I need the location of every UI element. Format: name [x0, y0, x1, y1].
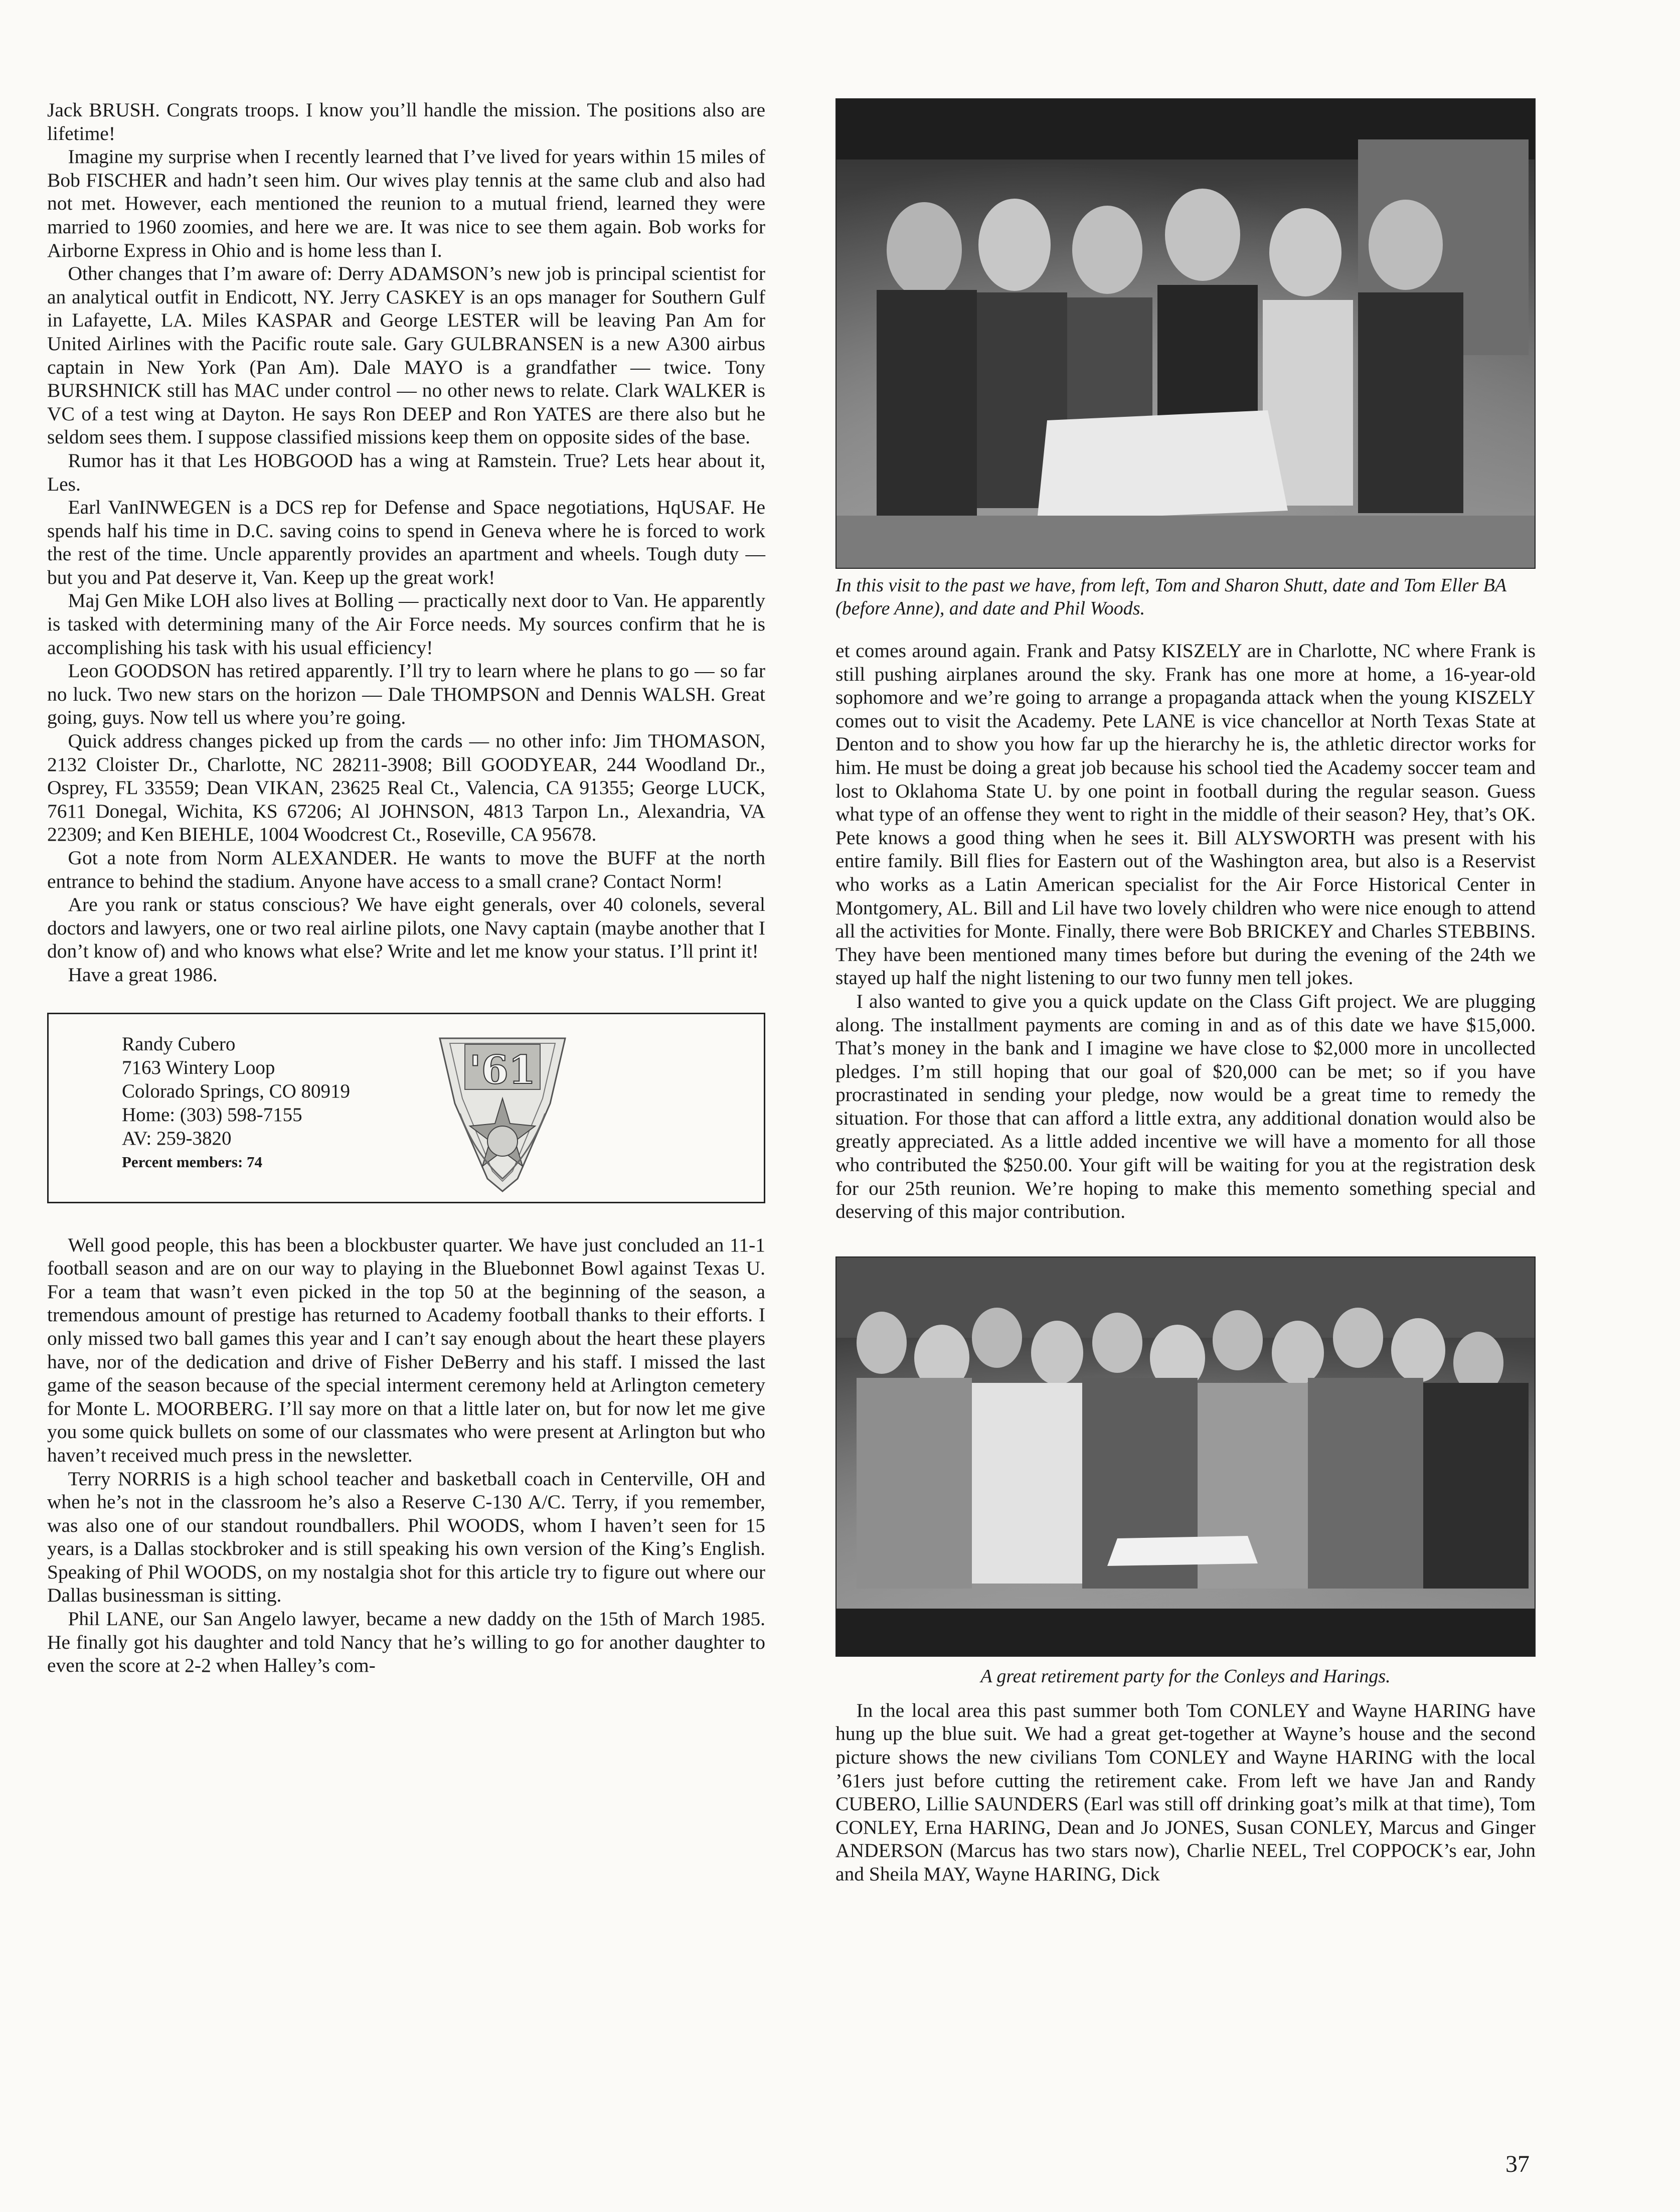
- paragraph: Terry NORRIS is a high school teacher and basketball coach in Centerville, OH and when he’s not in the classroom he’s also a Reserve C-130 A/C. Terry, if you remember, was also one of our standout roundballers. Phil WOODS, whom I haven’t seen for 15 years, is a Dallas stockbroker and is still speaking his own version of the King’s English. Speaking of Phil WOODS, on my nostalgia shot for this article try to figure out where our Dallas businessman is sitting.: [47, 1467, 765, 1607]
- address-lines: [122, 1032, 350, 1174]
- street-address: 7163 Wintery Loop: [122, 1056, 275, 1078]
- paragraph: Maj Gen Mike LOH also lives at Bolling — practically next door to Van. He apparently is tasked with determining many of the Air Force needs. My sources confirm that he is accomplishing his task with his usual efficiency!: [47, 589, 765, 659]
- paragraph: et comes around again. Frank and Patsy KISZELY are in Charlotte, NC where Frank is still pushing airplanes around the sky. Frank has one more at home, a 16-year-old sophomore and we’re going to arrange a propaganda attack when the young KISZELY comes out to visit the Academy. Pete LANE is vice chancellor at North Texas State at Denton and to show you how far up the hierarchy he is, the athletic director works for him. He must be doing a great job because his school tied the Academy soccer team and lost to Oklahoma State U. by one point in football during the regular season. Guess what type of an offense they went to right in the middle of their season? Hey, that’s OK. Pete knows a good thing when he sees it. Bill ALYSWORTH was present with his entire family. Bill flies for Eastern out of the Washington area, but also is a Reservist who works as a Latin American specialist for the Air Force Historical Center in Montgomery, AL. Bill and Lil have two lovely children who were nice enough to attend all the activities for Monte. Finally, there were Bob BRICKEY and Charles STEBBINS. They have been mentioned many times before but during the evening of the 24th we stayed up half the night listening to our two funny men tell jokes.: [835, 640, 1536, 989]
- av-phone: AV: 259-3820: [122, 1127, 232, 1149]
- crest-number: '61: [469, 1047, 536, 1093]
- paragraph: Phil LANE, our San Angelo lawyer, became a new daddy on the 15th of March 1985. He finally got his daughter and told Nancy that he’s willing to go for another daughter to even the score at 2-2 when Halley’s com-: [47, 1608, 765, 1677]
- class-crest-icon: [430, 1028, 575, 1194]
- percent-members: Percent members: 74: [122, 1153, 263, 1171]
- paragraph: Well good people, this has been a blockbuster quarter. We have just concluded an 11-1 football season and are on our way to playing in the Bluebonnet Bowl against Texas U. For a team that wasn’t even picked in the top 50 at the beginning of the season, a tremendous amount of prestige has returned to Academy football thanks to their efforts. I only missed two ball games this year and I can’t say enough about the heart these players have, nor of the dedication and drive of Fisher DeBerry and his staff. I missed the last game of the season because of the special interment ceremony held at Arlington cemetery for Monte L. MOORBERG. I’ll say more on that a little later on, but for now let me give you some quick bullets on some of our classmates who were present at Arlington but who haven’t received much press in the newsletter.: [47, 1233, 765, 1466]
- photo-caption: A great retirement party for the Conleys and Harings.: [980, 1665, 1391, 1687]
- paragraph: Earl VanINWEGEN is a DCS rep for Defense and Space negotiations, HqUSAF. He spends half his time in D.C. saving coins to spend in Geneva where he is forced to work the rest of the time. Uncle apparently provides an apartment and wheels. Tough duty — but you and Pat deserve it, Van. Keep up the great work!: [47, 496, 765, 588]
- right-column: [835, 98, 1536, 1886]
- paragraph: Jack BRUSH. Congrats troops. I know you’ll handle the mission. The positions also are lifetime!: [47, 99, 765, 144]
- paragraph: Quick address changes picked up from the cards — no other info: Jim THOMASON, 2132 Cloister Dr., Charlotte, NC 28211-3908; Bill GOODYEAR, 244 Woodland Dr., Osprey, FL 33559; Dean VIKAN, 23625 Real Ct., Valencia, CA 91355; George LUCK, 7611 Donegal, Wichita, KS 67206; Al JOHNSON, 4813 Tarpon Ln., Alexandria, VA 22309; and Ken BIEHLE, 1004 Woodcrest Ct., Roseville, CA 95678.: [47, 730, 765, 846]
- retirement-party-photo: [835, 1256, 1536, 1657]
- paragraph: Got a note from Norm ALEXANDER. He wants to move the BUFF at the north entrance to behind the stadium. Anyone have access to a small crane? Contact Norm!: [47, 847, 765, 892]
- page-number: 37: [1505, 2151, 1530, 2177]
- paragraph: Imagine my surprise when I recently learned that I’ve lived for years within 15 miles of Bob FISCHER and hadn’t seen him. Our wives play tennis at the same club and also had not met. However, each mentioned the reunion to a mutual friend, learned they were married to 1960 zoomies, and here we are. It was nice to see them again. Bob works for Airborne Express in Ohio and is home less than I.: [47, 145, 765, 261]
- paragraph: Rumor has it that Les HOBGOOD has a wing at Ramstein. True? Lets hear about it, Les.: [47, 449, 765, 495]
- home-phone: Home: (303) 598-7155: [122, 1103, 302, 1126]
- left-column: [47, 98, 765, 1677]
- secretary-name: Randy Cubero: [122, 1033, 236, 1055]
- paragraph: Have a great 1986.: [68, 963, 218, 986]
- paragraph: Are you rank or status conscious? We have eight generals, over 40 colonels, several doctors and lawyers, one or two real airline pilots, one Navy captain (maybe another that I don’t know of) and who knows what else? Write and let me know your status. I’ll print it!: [47, 893, 765, 963]
- paragraph: I also wanted to give you a quick update on the Class Gift project. We are plugging along. The installment payments are coming in and as of this date we have $15,000. That’s money in the bank and I imagine we have close to $2,000 more in uncollected pledges. I’m still hoping that our goal of $20,000 can be met; so if you have procrastinated in sending your pledge, now would be a great time to remedy the situation. For those that can afford a little extra, any additional donation would also be greatly appreciated. As a little added incentive we will have a momento for all those who contributed the $250.00. Your gift will be waiting for you at the registration desk for our 25th reunion. We’re hoping to make this memento something special and deserving of this major contribution.: [835, 990, 1536, 1223]
- class-secretary-address-box: [47, 1013, 765, 1203]
- city-state-zip: Colorado Springs, CO 80919: [122, 1080, 351, 1102]
- photo-caption: In this visit to the past we have, from left, Tom and Sharon Shutt, date and Tom Eller BA (before Anne), and date and Phil Woods.: [835, 575, 1506, 619]
- nostalgia-photo: [835, 98, 1536, 569]
- paragraph: In the local area this past summer both Tom CONLEY and Wayne HARING have hung up the blue suit. We had a great get-together at Wayne’s house and the second picture shows the new civilians Tom CONLEY and Wayne HARING with the local ’61ers just before cutting the retirement cake. From left we have Jan and Randy CUBERO, Lillie SAUNDERS (Earl was still off drinking goat’s milk at that time), Tom CONLEY, Erna HARING, Dean and Jo JONES, Susan CONLEY, Marcus and Ginger ANDERSON (Marcus has two stars now), Charlie NEEL, Trel COPPOCK’s ear, John and Sheila MAY, Wayne HARING, Dick: [835, 1699, 1536, 1885]
- paragraph: Other changes that I’m aware of: Derry ADAMSON’s new job is principal scientist for an analytical outfit in Endicott, NY. Jerry CASKEY is an ops manager for Southern Gulf in Lafayette, LA. Miles KASPAR and George LESTER will be leaving Pan Am for United Airlines with the Pacific route sale. Gary GULBRANSEN is a new A300 airbus captain in New York (Pan Am). Dale MAYO is a grandfather — twice. Tony BURSHNICK still has MAC under control — no other news to relate. Clark WALKER is VC of a test wing at Dayton. He says Ron DEEP and Ron YATES are there also but he seldom sees them. I suppose classified missions keep them on opposite sides of the base.: [47, 262, 765, 448]
- paragraph: Leon GOODSON has retired apparently. I’ll try to learn where he plans to go — so far no luck. Two new stars on the horizon — Dale THOMPSON and Dennis WALSH. Great going, guys. Now tell us where you’re going.: [47, 660, 765, 729]
